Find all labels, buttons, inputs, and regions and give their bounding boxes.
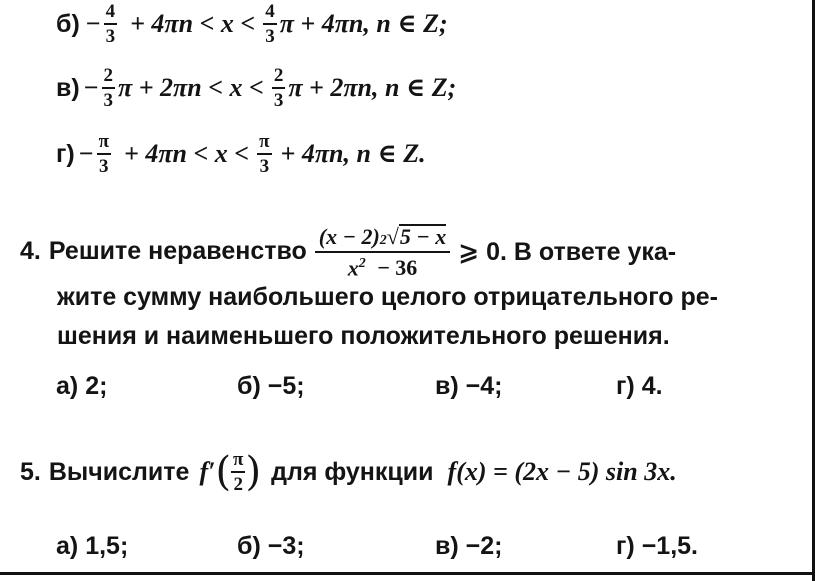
derivative-symbol: f′ [199, 457, 216, 486]
option-letter: г) [56, 139, 75, 168]
inequality-middle: + 4πn < x < [124, 139, 250, 168]
right-paren: ) [245, 449, 262, 495]
inequality-fraction [315, 224, 450, 279]
fraction-numerator: 4 [263, 2, 277, 25]
sqrt-radicand: 5 − x [399, 224, 447, 249]
option-letter: в) [56, 73, 80, 102]
prev-option-b [56, 2, 448, 46]
task4-statement-line2: жите сумму наибольшего целого отрицательного ре- [57, 283, 718, 311]
fraction-denominator: 3 [265, 26, 275, 47]
option-value: 1,5; [85, 532, 129, 560]
task5-options [0, 532, 800, 564]
answer-option-b[interactable] [237, 372, 305, 401]
left-paren: ( [215, 449, 232, 495]
argument-fraction [231, 450, 245, 494]
task-text-mid: для функции [271, 457, 434, 486]
bottom-border [0, 572, 815, 575]
task4-statement-line1 [20, 224, 676, 279]
answer-option-g[interactable] [616, 372, 663, 401]
minus-sign: − [83, 73, 99, 102]
sqrt-sign: √ [386, 224, 399, 249]
inequality-middle: π + 2πn < x < [118, 73, 264, 102]
task-number: 5. [20, 457, 41, 486]
option-letter: в) [435, 532, 459, 560]
option-letter: б) [237, 372, 261, 400]
denominator-base: x [347, 255, 359, 281]
minus-sign: − [85, 9, 101, 38]
fraction-denominator: 3 [273, 90, 284, 111]
fraction-numerator: 4 [104, 2, 118, 25]
answer-option-v[interactable] [435, 372, 503, 401]
minus-sign: − [78, 139, 94, 168]
option-value: 2; [85, 372, 108, 400]
task4-statement-line3: шения и наименьшего положительного решения. [57, 322, 670, 350]
prev-option-g [56, 132, 426, 176]
option-value: −1,5. [641, 532, 699, 560]
fraction [104, 2, 118, 46]
inequality-middle: + 4πn < x < [130, 9, 256, 38]
task-text-continued: ⩾ 0. В ответе ука- [458, 237, 677, 266]
task5-statement [20, 450, 677, 494]
fraction-numerator: π [257, 132, 271, 155]
option-value: −2; [465, 532, 503, 560]
fraction-numerator: π [231, 450, 245, 473]
fraction-numerator: 2 [272, 66, 286, 89]
prev-option-v [56, 66, 456, 110]
exponent: 2 [379, 233, 387, 248]
option-letter: б) [56, 9, 80, 38]
option-letter: в) [435, 372, 459, 400]
answer-option-v[interactable] [435, 532, 503, 561]
fraction [263, 2, 277, 46]
inequality-tail: π + 2πn, n ∈ Z; [288, 73, 457, 102]
fraction-denominator: 3 [105, 26, 116, 47]
function-definition: f(x) = (2x − 5) sin 3x. [447, 457, 677, 486]
option-value: −4; [465, 372, 503, 400]
exponent: 2 [358, 256, 366, 271]
task-text: Вычислите [48, 457, 190, 486]
option-value: −5; [267, 372, 305, 400]
fraction-denominator: 3 [103, 90, 114, 111]
option-letter: а) [56, 372, 79, 400]
option-letter: г) [616, 372, 635, 400]
fraction-denominator [348, 253, 418, 279]
numerator-factor: (x − 2) [318, 224, 380, 249]
fraction-numerator [315, 224, 450, 253]
answer-option-a[interactable] [56, 372, 107, 401]
fraction-denominator: 2 [233, 474, 243, 495]
option-letter: б) [237, 532, 261, 560]
right-border [812, 0, 815, 581]
task-text: Решите неравенство [48, 237, 307, 266]
fraction-numerator: 2 [102, 66, 116, 89]
fraction [257, 132, 271, 176]
option-letter: а) [56, 532, 79, 560]
fraction-numerator: π [97, 132, 111, 155]
option-letter: г) [616, 532, 635, 560]
fraction-denominator: 3 [99, 156, 109, 177]
answer-option-a[interactable] [56, 532, 128, 561]
option-value: 4. [641, 372, 663, 400]
inequality-tail: π + 4πn, n ∈ Z; [279, 9, 448, 38]
option-value: −3; [267, 532, 305, 560]
answer-option-b[interactable] [237, 532, 305, 561]
task4-options [0, 372, 800, 404]
fraction [102, 66, 116, 110]
inequality-tail: + 4πn, n ∈ Z. [280, 139, 426, 168]
fraction [97, 132, 111, 176]
fraction-denominator: 3 [259, 156, 270, 177]
denominator-rest: − 36 [377, 255, 418, 281]
fraction [272, 66, 286, 110]
answer-option-g[interactable] [616, 532, 698, 561]
task-number: 4. [20, 237, 41, 266]
